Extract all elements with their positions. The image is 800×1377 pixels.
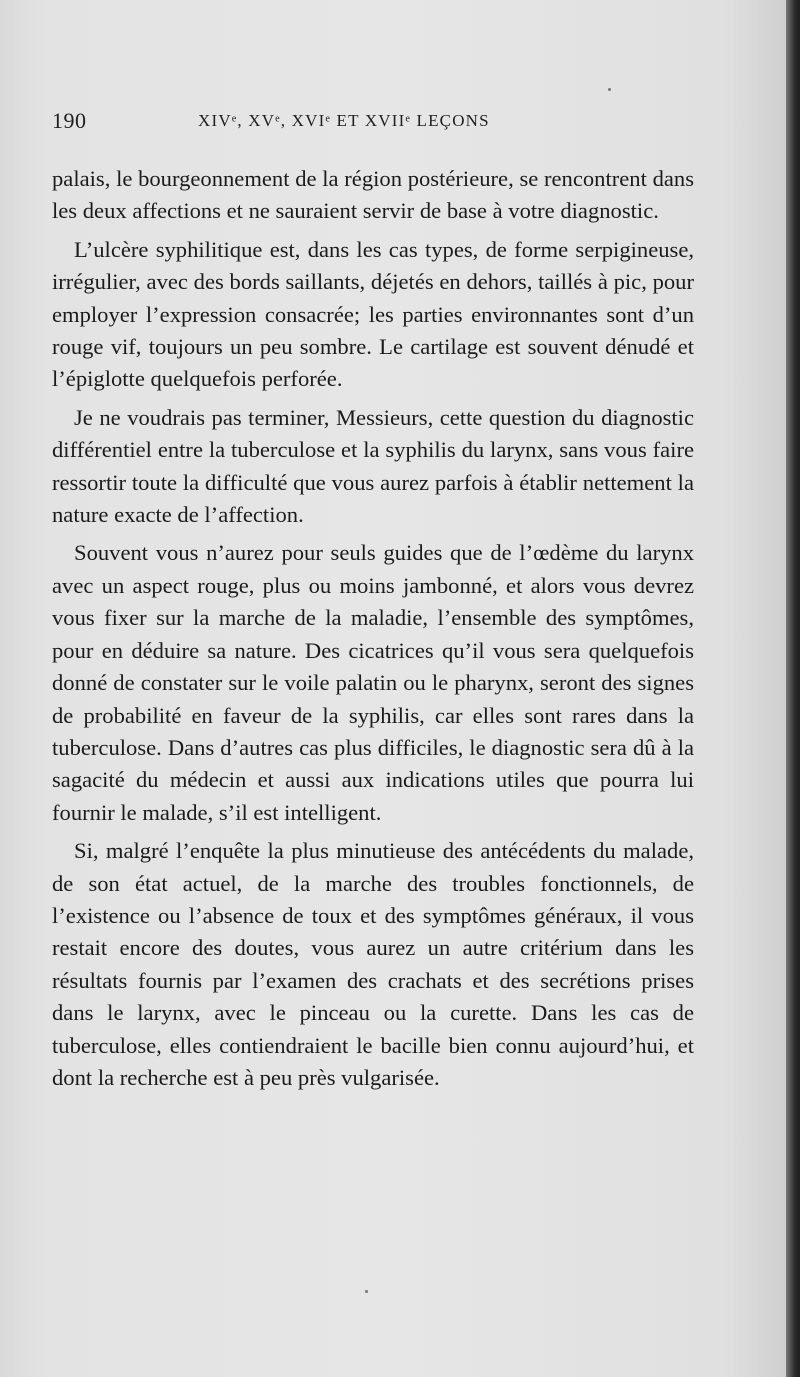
paragraph: Je ne voudrais pas terminer, Messieurs, cette question du diagnostic différentiel entre la tuberculose et la syphilis du larynx, sans vous faire ressortir toute la difficulté que vous aurez parfois à établir nettement la nature exacte de l’affection. [52,404,694,528]
paragraph: L’ulcère syphilitique est, dans les cas types, de forme serpigineuse, irrégulier, avec des bords saillants, déjetés en dehors, taillés à pic, pour employer l’expression consacrée; les parties environnantes sont d’un rouge vif, toujours un peu sombre. Le cartilage est souvent dénudé et l’épiglotte quelquefois perforée. [52,236,694,392]
paper-speck [608,88,611,91]
paragraph: Si, malgré l’enquête la plus minutieuse des antécédents du malade, de son état actuel, de la marche des troubles fonctionnels, de l’existence ou l’absence de toux et des symptômes généraux, il vous restait encore des doutes, vous aurez un autre critérium dans les résultats fournis par l’examen des crachats et des secrétions prises dans le larynx, avec le pinceau ou la curette. Dans les cas de tuberculose, elles contiendraient le bacille bien connu aujourd’hui, et dont la recherche est à peu près vulgarisée. [52,838,694,1090]
page-edge-shadow [786,0,800,1377]
page-header [52,108,742,138]
paragraph-continued: palais, le bourgeonnement de la région postérieure, se rencontrent dans les deux affections et ne sauraient servir de base à votre diagnostic. [52,166,694,224]
page-number: 190 [52,108,87,133]
running-head: XIVᵉ, XVᵉ, XVIᵉ ET XVIIᵉ LEÇONS [198,111,490,130]
paper-speck [365,1290,368,1293]
paragraph: Souvent vous n’aurez pour seuls guides que de l’œdème du larynx avec un aspect rouge, plus ou moins jambonné, et alors vous devrez vous fixer sur la marche de la maladie, l’ensemble des symptômes, pour en déduire sa nature. Des cicatrices qu’il vous sera quelquefois donné de constater sur le voile palatin ou le pharynx, seront des signes de probabilité en faveur de la syphilis, car elles sont rares dans la tuberculose. Dans d’autres cas plus difficiles, le diagnostic sera dû à la sagacité du médecin et aussi aux indications utiles que pourra lui fournir le malade, s’il est intelligent. [52,540,694,825]
body-text [52,163,694,1100]
